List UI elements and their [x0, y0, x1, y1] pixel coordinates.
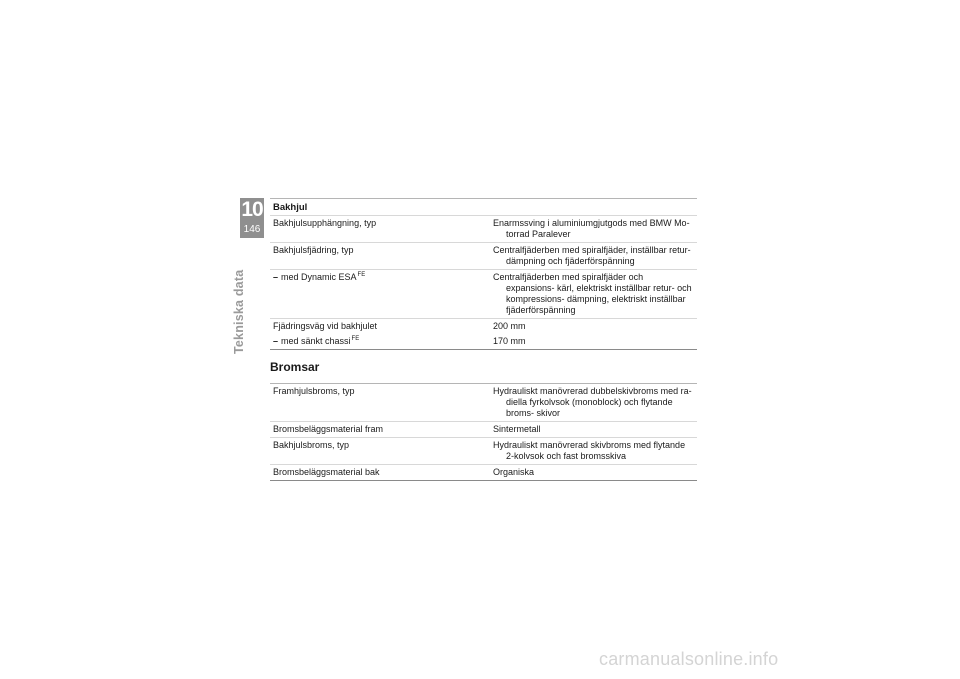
- footnote-marker: FE: [357, 272, 366, 278]
- spec-label: Bakhjulsfjädring, typ: [270, 243, 490, 270]
- table-row: [270, 465, 697, 481]
- spec-value: [490, 438, 697, 465]
- table-row: [270, 319, 697, 335]
- footnote-marker: FE: [351, 336, 360, 342]
- brakes-heading: Bromsar: [270, 360, 320, 374]
- chapter-badge: [240, 198, 264, 238]
- chapter-number: 10: [241, 198, 263, 221]
- table-row: [270, 384, 697, 422]
- spec-label: Bakhjulsbroms, typ: [270, 438, 490, 465]
- table-row: [270, 270, 697, 319]
- rear-wheel-heading: Bakhjul: [270, 199, 697, 216]
- spec-label: [270, 334, 490, 350]
- table-row: [270, 216, 697, 243]
- spec-value-text: Centralfjäderben med spiralfjäder, inställbar retur- dämpning och fjäderförspänning: [493, 245, 691, 266]
- table-row: [270, 422, 697, 438]
- rear-wheel-table: [270, 216, 697, 350]
- chapter-title: Tekniska data: [232, 269, 246, 354]
- page-number: 146: [243, 224, 261, 235]
- spec-value-text: Centralfjäderben med spiralfjäder och expansions- kärl, elektriskt inställbar retur- och kompressions- dämpning, elektriskt inställbar fjäderförspänning: [493, 272, 692, 315]
- dash-marker: –: [273, 272, 279, 282]
- spec-label: Framhjulsbroms, typ: [270, 384, 490, 422]
- spec-label-text: med Dynamic ESA: [281, 272, 357, 282]
- spec-content: [270, 198, 697, 481]
- spec-label: Fjädringsväg vid bakhjulet: [273, 321, 378, 331]
- spec-value: [490, 216, 697, 243]
- spec-value-text: Enarmssving i aluminiumgjutgods med BMW Mo- torrad Paralever: [493, 218, 690, 239]
- spec-value-text: Hydrauliskt manövrerad dubbelskivbroms med ra- diella fyrkolvsok (monoblock) och flytande broms- skivor: [493, 386, 692, 418]
- spec-label-text: med sänkt chassi: [281, 336, 351, 346]
- spec-value: Sintermetall: [490, 422, 697, 438]
- brakes-table: [270, 384, 697, 481]
- spec-value: Organiska: [490, 465, 697, 481]
- spec-value: 170 mm: [490, 334, 697, 350]
- table-row: [270, 243, 697, 270]
- table-row: [270, 438, 697, 465]
- spec-label: Bakhjulsupphängning, typ: [270, 216, 490, 243]
- dash-marker: –: [273, 336, 279, 346]
- spec-label: [270, 270, 490, 319]
- spec-value-text: Hydrauliskt manövrerad skivbroms med flytande 2-kolvsok och fast bromsskiva: [493, 440, 686, 461]
- watermark: carmanualsonline.info: [599, 649, 779, 669]
- spec-value: [490, 384, 697, 422]
- spec-value: [490, 243, 697, 270]
- spec-value: [490, 270, 697, 319]
- table-row: [270, 334, 697, 350]
- spec-label: Bromsbeläggsmaterial bak: [270, 465, 490, 481]
- spec-value: 200 mm: [493, 321, 526, 331]
- spec-label: Bromsbeläggsmaterial fram: [270, 422, 490, 438]
